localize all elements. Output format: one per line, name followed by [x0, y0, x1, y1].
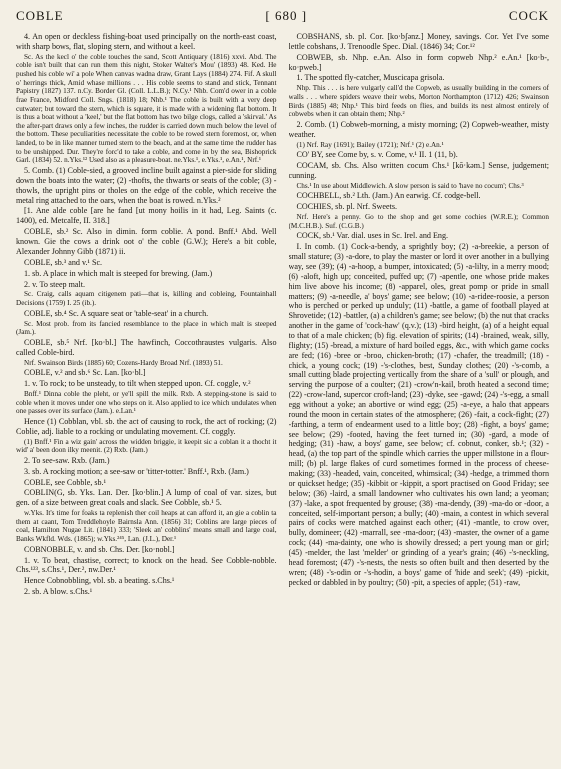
dictionary-entry-paragraph: COCHBELL, sb.² Lth. (Jam.) An earwig. Cf. codge-bell. [296, 191, 481, 201]
dictionary-entry-paragraph: Nhp. This . . . is here vulgarly call'd the Copweb, as usually building in the corners of walls . . . where spiders weave their webs, Morton Northampton (1712) 426; Swainson Birds (1885) 48; Nhp.¹ This bird feeds on flies, and builds its nest almost entirely of cobwebs when it can obtain them; Nhp.² [288, 84, 549, 119]
dictionary-entry-paragraph: COBLE, v.² and sb.⁶ Sc. Lan. [ko·bl.] [24, 368, 146, 378]
dictionary-entry-paragraph: 1. The spotted fly-catcher, Muscicapa grisola. [296, 73, 445, 83]
dictionary-entry-paragraph: Hence (1) Cobblan, vbl. sb. the act of causing to rock, the act of rocking; (2) Coblie, adj. liable to a rocking or undulating movement. Cf. coggly. [16, 416, 277, 436]
dictionary-entry-paragraph: 2. To see-saw. Rxb. (Jam.) [24, 455, 110, 465]
dictionary-entry-paragraph: COCHIES, sb. pl. Nrf. Sweets. [296, 202, 397, 212]
dictionary-entry-paragraph: 5. Comb. (1) Coble-sied, a grooved incline built against a pier-side for sliding down the boats into the water; (2) -thofts, the thwarts or seats of the coble; (3) -thowls, the upright pins or tholes on the edge of the coble, which receive the metal ring attached to the oars, when the boat is rowed. n.Yks.² [16, 166, 277, 205]
page-number: [ 680 ] [265, 8, 308, 23]
dictionary-entry-paragraph: 2. Comb. (1) Cobweb-morning, a misty morning; (2) Copweb-weather, misty weather. [288, 119, 549, 139]
dictionary-entry-paragraph: 4. An open or deckless fishing-boat used principally on the north-east coast, with sharp bows, flat, sloping stern, and without a keel. [16, 32, 277, 51]
dictionary-entry-paragraph: COCAM, sb. Chs. Also written cocum Chs.¹ [kō·kəm.] Sense, judgement; cunning. [288, 161, 549, 180]
header-left-word: COBLE [16, 8, 64, 23]
dictionary-entry-paragraph: 1. v. To rock; to be unsteady, to tilt when stepped upon. Cf. coggle, v.² [24, 379, 251, 388]
dictionary-entry-paragraph: [1. Ane alde coble [are he fand [ut mony hoilis in it had, Leg. Saints (c. 1400), ed. Metcalfe, II. 318.] [16, 206, 277, 226]
dictionary-entry-paragraph: Sc. Most prob. from its fancied resemblance to the place in which malt is steeped (Jam.). [16, 319, 277, 337]
page-columns [16, 32, 549, 767]
dictionary-entry-paragraph: CO' BY, see Come by, s. v. Come, v.¹ II. 1 (11, b). [296, 150, 458, 160]
dictionary-entry-paragraph: COBWEB, sb. Nhp. e.An. Also in form copweb Nhp.² e.An.¹ [ko·b-, ko·pweb.] [288, 52, 549, 72]
dictionary-entry-paragraph: (1) Nrf. Ray (1691); Bailey (1721); Nrf.¹ (2) e.An.¹ [296, 140, 444, 149]
dictionary-entry-paragraph: COBLE, sb.⁵ Nrf. [ko·bl.] The hawfinch, Coccothraustes vulgaris. Also called Coble-bird. [16, 337, 277, 357]
dictionary-entry-paragraph: I. In comb. (1) Cock-a-bendy, a sprightly boy; (2) -a-breekie, a person of small stature; (3) -a-dore, to play the master or lord it over another in a bullying way, see (39); (4) -a-hoop, a bumper, intoxicated; (5) -a-lilty, in a merry mood; (6) -aloft, high up; conceited, puffed up; (7) -apentle, one whose pride makes him live above his income; (8) -apparel, oles, great pomp or pride in small matters; (9) -a-needle, a' boys' game; see below; (10) -a-ridee-roosie, a person who is perched or perked up unduly; (11) -battle, a game of football played at Shrovetide; (12) -battler, (a) a children's game; see below; (b) the nut that cracks another in the game of 'cock-haw' (q.v.); (13) -bird height, (a) of a height equal to that of a male chicken; (b) fig. elevation of spirits; (14) -brained, weak, silly, flighty; (15) -bread, a mixture of hard boiled eggs, &c., with which game cocks are fed; (16) -bree or -broo, chicken-broth; (17) -chafer, the treadmill; (18) -chick, a young cock; (19) -'s-clothes, best, Sunday clothes; (20) -'s-comb, a small cutting blade projecting vertically from the share of a 'sull' or plough, and serving the purpose of a coulter; (21) -crow'n-kail, broth heated a second time; (22) -crow-land, supercor croft-land; (23) -dyke, see -gawd; (24) -'s-egg, a small egg without a yoke; an abortive or wind egg; (25) -a-eye, a halo that appears round the moon in certain states of the atmosphere; (26) -fait, a cock-fight; (27) -farthing, a term of endearment used to a little boy; (28) -fight, a boys' game; see below; (29) -footed, having the feet turned in; (30) -gard, a mode of hedging; (31) -haw, a boys' game, see below; cf. cobnut, conker, sb.¹; (32) -head, (a) the top part of the spindle which carries the upper millstone in a flour-mill; (b) pl. large flakes of curd sometimes formed in the process of cheese-making; (33) -headed, vain, conceited, whimsical; (34) -hedge, a trimmed thorn or quickset hedge; (35) -kibbit or -kippit, a sport practised on Good Friday; see below; (36) -laird, a small landowner who cultivates his own land; a yeoman; (37) -lake, a spot frequented by grouse; (38) -ma-dendy, (39) -ma-do or -door, a conceited, self-important person; a bully; (40) -main, a contest in which several pairs of cocks were matched against each other; (41) -mantle, to crow over, bully, domineer; (42) -marrall, see -ma-door; (43) -master, the owner of a game cock; (44) -ma-dainty, one who is showily dressed; a pert young man or girl; (45) -melder, the last 'melder' or grinding of a year's grain; (46) -'s-neckling, head foremost; (47) -'s-nests, the nests so often built and then deserted by the wren; (48) -'s-odin or -'s-hodin, a boys' game of 'hide and seek'; (49) -pickit, pecked or dabbled in by poultry; (50) -pit, a species of apple; (51) -raw, [288, 242, 549, 587]
dictionary-entry-paragraph: 3. sb. A rocking motion; a see-saw or 'titter-totter.' Bnff.¹, Rxb. (Jam.) [24, 466, 249, 476]
left-column [16, 32, 277, 767]
dictionary-entry-paragraph: Sc. Craig, calls aquam citigenem pati—that is, killing and cobleing, Fountainhall Decisions (1759) I. 25 (ib.). [16, 290, 277, 307]
page-header [16, 8, 549, 26]
dictionary-entry-paragraph: COBLE, sb.² Sc. Also in dimin. form coblie. A pond. Bnff.¹ Abd. Well known. Gie the cows a drink oot o' the coble (G.W.); Here's a bit coble, Alexander Johnny Gibb (1871) ii. [16, 227, 277, 256]
dictionary-entry-paragraph: COBSHANS, sb. pl. Cor. [ko·bʃənz.] Money, savings. Cor. Yet I've some lettle cobshans, J. Trenoodle Spec. Dial. (1846) 34; Cor.¹² [288, 32, 549, 51]
header-right-word: COCK [508, 8, 549, 23]
dictionary-entry-paragraph: (1) Bnff.¹ Fin a wiz gain' across the widden briggie, it keepit sic a coblan it a thocht it wid' a' been doon ilky meenit. (2) Rxb. (Jam.) [16, 437, 277, 455]
dictionary-entry-paragraph: Bnff.¹ Dinna coble the pleht, or ye'll spill the milk. Rxb. A stepping-stone is said to coble when it moves under one who steps on it. Also applied to ice which undulates when one passes over its surface (Jam.). e.Lan.¹ [16, 389, 277, 416]
dictionary-entry-paragraph: COBLE, sb.⁴ Sc. A square seat or 'table-seat' in a church. [24, 308, 209, 318]
dictionary-entry-paragraph: w.Yks. It's time for foaks ta replenish ther coil heaps at can afford it, an gie a coblin ta them at caant, Tom Treddlehoyle Bairnsla Ann. (1856) 31; Coblins are large pieces of coal, Hamilton Nugae Lit. (1841) 333; 'Sleek an' cobblins' means small and large coal, Banks Wkfld. Wds. (1865); w.Yks.²⁴⁵, Lan. (J.L.), Der.¹ [16, 509, 277, 543]
dictionary-entry-paragraph: 1. sb. A place in which malt is steeped for brewing. (Jam.) [24, 268, 213, 278]
dictionary-entry-paragraph: Nrf. Here's a penny. Go to the shop and get some cochies (W.R.E.); Common (M.C.H.B.). Suf. (C.G.B.) [288, 213, 549, 230]
dictionary-entry-paragraph: COBLE, sb.³ and v.¹ Sc. [24, 257, 103, 267]
dictionary-entry-paragraph: Hence Cobnobbling, vbl. sb. a beating. s.Chs.¹ [24, 576, 175, 586]
dictionary-entry-paragraph: 2. v. To steep malt. [24, 279, 86, 289]
dictionary-entry-paragraph: Chs.¹ In use about Middlewich. A slow person is said to 'have no cocum'; Chs.³ [296, 181, 524, 190]
right-column [289, 32, 550, 767]
dictionary-entry-paragraph: COCK, sb.¹ Var. dial. uses in Sc. Irel. and Eng. [296, 231, 449, 241]
dictionary-entry-paragraph: 2. sb. A blow. s.Chs.¹ [24, 587, 93, 597]
dictionary-entry-paragraph: COBLIN(G, sb. Yks. Lan. Der. [ko·blin.] A lump of coal of var. sizes, but gen. of a size between great coals and slack. See Cobble, sb.¹ 5. [16, 488, 277, 508]
dictionary-entry-paragraph: COBNOBBLE, v. and sb. Chs. Der. [ko·nobl.] [24, 544, 175, 554]
dictionary-entry-paragraph: 1. v. To beat, chastise, correct; to knock on the head. See Cobble-nobble. Chs.¹²³, s.Chs.¹, Der.², nw.Der.¹ [16, 555, 277, 575]
dictionary-entry-paragraph: COBLE, see Cobble, sb.¹ [24, 477, 107, 487]
dictionary-entry-paragraph: Sc. As the kecl o' the coble touches the sand, Scott Antiquary (1816) xxvi. Abd. The coble isn't built that can run them this night, Stoker Walter's Mou' (1893) 48. Ked. He pushed his coble wi' a pole When canvas wadna draw, Grant Lays (1884) 274. Fif. A skull o' herrings thick, Amid whase millions . . . His coble seems to stand and stick, Tennant Papistry (1827) 137. n.Cy. Border Gl. (Coll. L.L.B.); N.Cy.¹ Nhb. Com'd ower in a coble frae France, Midford Coll. Sngs. (1818) 18; Nhb.¹ The coble is built with a very deep cutwater; but toward the stern, which is square, it is made with a widening flat bottom. It is thus a boat without a 'keel,' but the flat bottom has two bilge clogs, called a 'skirval.' As the after-part draws only a few inches, the rudder is carried down much below the level of the bottom. These peculiarities necessitate the coble to be rowed stern foremost, or, when landed, to be in like manner turned stern to the beach, and at the same time the rudder has to be unshipped. Dur. They're forc'd to take a coble, and come in by the sea, Bishoprick Garl. (1834) 52. n.Yks.¹² Used also as a pleasure-boat. ne.Yks.¹, e.Yks.¹, e.An.¹, Nrf.¹ [16, 52, 277, 165]
dictionary-entry-paragraph: Nrf. Swainson Birds (1885) 60; Cozens-Hardy Broad Nrf. (1893) 51. [24, 358, 223, 367]
